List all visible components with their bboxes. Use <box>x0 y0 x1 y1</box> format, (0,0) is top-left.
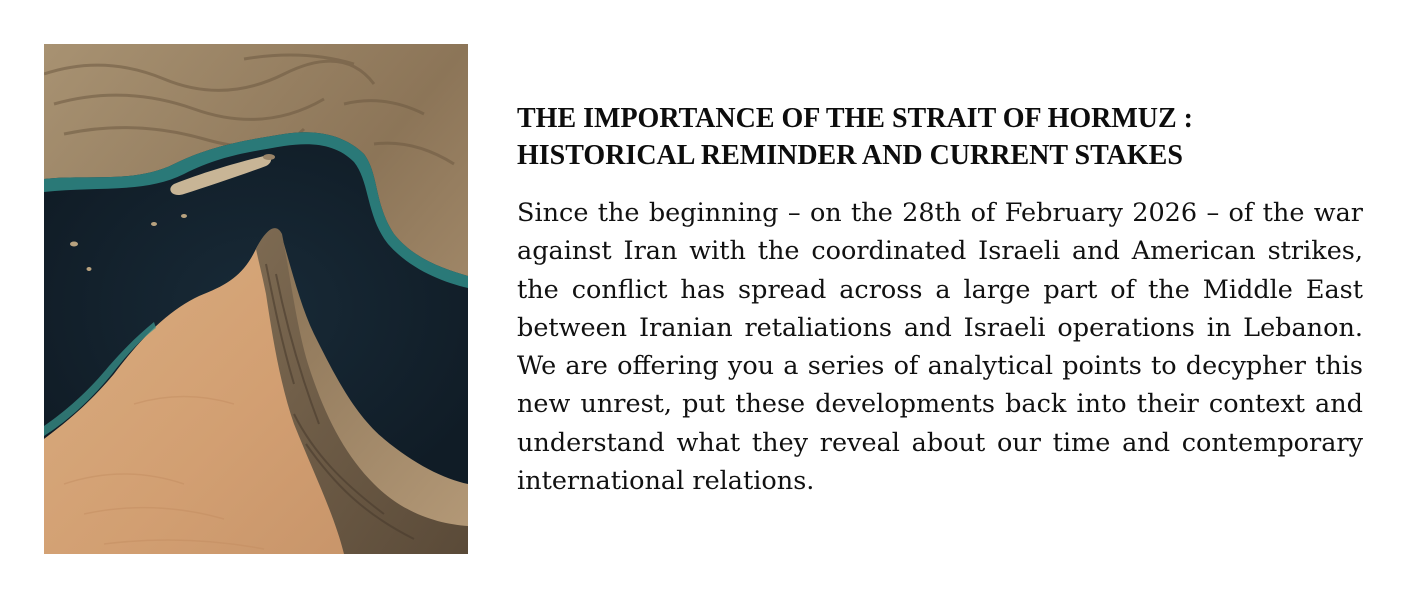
article-body: Since the beginning – on the 28th of February 2026 – of the war against Iran with the coordinated Israeli and American strikes, the conflict has spread across a large part of the Middle East between Iranian retaliations and Israeli operations in Lebanon. We are offering you a series of analytical points to decypher this new unrest, put these developments back into their context and understand what they reveal about our time and contemporary international relations. <box>517 198 1363 497</box>
article-text-column <box>517 100 1363 500</box>
satellite-map-image <box>44 44 468 554</box>
strait-of-hormuz-satellite-view <box>44 44 468 554</box>
hormuz-island <box>263 154 275 160</box>
article-title-line-1: THE IMPORTANCE OF THE STRAIT OF HORMUZ : <box>517 103 1194 134</box>
article-title-line-2: HISTORICAL REMINDER AND CURRENT STAKES <box>517 140 1183 171</box>
article-title <box>517 100 1363 174</box>
